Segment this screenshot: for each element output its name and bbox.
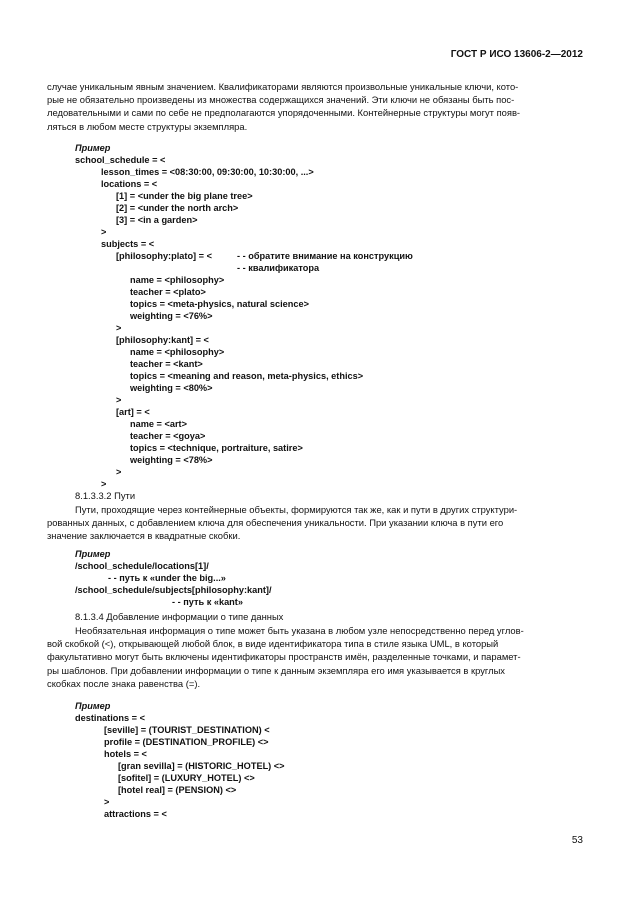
code-line: >: [104, 797, 110, 807]
code-line: weighting = <78%>: [130, 455, 213, 465]
paragraph-line: рованных данных, с добавлением ключа для обеспечения уникальности. При указании ключа в пути его: [47, 517, 504, 529]
code-line: teacher = <goya>: [130, 431, 206, 441]
code-line: >: [116, 323, 122, 333]
code-line: /school_schedule/subjects[philosophy:kant]/: [75, 585, 272, 595]
code-line: [3] = <in a garden>: [116, 215, 198, 225]
code-line: name = <art>: [130, 419, 187, 429]
section-paragraph: [47, 503, 585, 543]
code-line: [philosophy:kant] = <: [116, 335, 209, 345]
code-line: >: [101, 479, 107, 489]
code-line: [gran sevilla] = (HISTORIC_HOTEL) <>: [118, 761, 285, 771]
code-comment: - - путь к «kant»: [172, 597, 243, 607]
code-line: subjects = <: [101, 239, 155, 249]
code-line: [seville] = (TOURIST_DESTINATION) <: [104, 725, 270, 735]
paragraph-line: значение заключается в квадратные скобки.: [47, 530, 241, 542]
example-label: Пример: [75, 701, 111, 711]
code-line: weighting = <76%>: [130, 311, 213, 321]
code-line: [hotel real] = (PENSION) <>: [118, 785, 237, 795]
code-line: hotels = <: [104, 749, 147, 759]
code-line: teacher = <plato>: [130, 287, 206, 297]
paragraph-line: скобках после знака равенства (=).: [47, 677, 201, 689]
page-number: 53: [571, 835, 583, 846]
intro-line: случае уникальным явным значением. Квалификаторами являются произвольные уникальные ключи, кото-: [47, 81, 519, 92]
intro-line: рые не обязательно произведены из множества содержащихся значений. Эти ключи не обязаны быть пос-: [47, 94, 515, 106]
section-heading: 8.1.3.4 Добавление информации о типе данных: [75, 611, 284, 622]
paragraph-line: вой скобкой (<), открывающей любой блок, в виде идентификатора типа в стиле языка UML, в который: [47, 638, 499, 650]
paragraph-line: Необязательная информация о типе может быть указана в любом узле непосредственно перед углов-: [75, 625, 524, 636]
code-line: >: [101, 227, 107, 237]
code-line: school_schedule = <: [75, 155, 166, 165]
code-line: name = <philosophy>: [130, 275, 225, 285]
code-line: weighting = <80%>: [130, 383, 213, 393]
paragraph-line: факультативно могут быть включены идентификаторы пространств имён, разделенные точками, и парамет-: [47, 651, 521, 663]
paragraph-line: Пути, проходящие через контейнерные объекты, формируются так же, как и пути в других структури-: [75, 504, 518, 515]
code-line: [2] = <under the north arch>: [116, 203, 239, 213]
code-comment: - - квалификатора: [237, 263, 320, 273]
code-comment: - - путь к «under the big...»: [108, 573, 226, 583]
code-line: /school_schedule/locations[1]/: [75, 561, 209, 571]
code-line: >: [116, 467, 122, 477]
code-line: topics = <technique, portraiture, satire>: [130, 443, 303, 453]
section-heading: 8.1.3.3.2 Пути: [75, 490, 136, 501]
code-line: topics = <meaning and reason, meta-physics, ethics>: [130, 371, 364, 381]
code-line: attractions = <: [104, 809, 167, 819]
example-label: Пример: [75, 549, 111, 559]
code-line: name = <philosophy>: [130, 347, 225, 357]
paragraph-line: ры шаблонов. При добавлении информации о типе к данным экземпляра его имя указывается в круглых: [47, 664, 505, 676]
code-line: teacher = <kant>: [130, 359, 203, 369]
code-line: [1] = <under the big plane tree>: [116, 191, 253, 201]
example-label: Пример: [75, 143, 111, 153]
code-line: profile = (DESTINATION_PROFILE) <>: [104, 737, 269, 747]
code-line: lesson_times = <08:30:00, 09:30:00, 10:30:00, ...>: [101, 167, 314, 177]
intro-line: ледовательными и сами по себе не предполагаются упорядоченными. Контейнерные структуры могут появ-: [47, 107, 521, 119]
code-comment: - - обратите внимание на конструкцию: [237, 251, 413, 261]
page-header: ГОСТ Р ИСО 13606-2—2012: [450, 49, 583, 60]
section-paragraph: [47, 624, 585, 690]
code-line: destinations = <: [75, 713, 145, 723]
code-line: locations = <: [101, 179, 158, 189]
code-line: >: [116, 395, 122, 405]
code-line: [sofitel] = (LUXURY_HOTEL) <>: [118, 773, 255, 783]
code-line: topics = <meta-physics, natural science>: [130, 299, 309, 309]
code-line: [philosophy:plato] = <: [116, 251, 212, 261]
intro-line: ляться в любом месте структуры экземпляра.: [47, 120, 248, 132]
intro-paragraph: [47, 80, 585, 133]
code-line: [art] = <: [116, 407, 150, 417]
